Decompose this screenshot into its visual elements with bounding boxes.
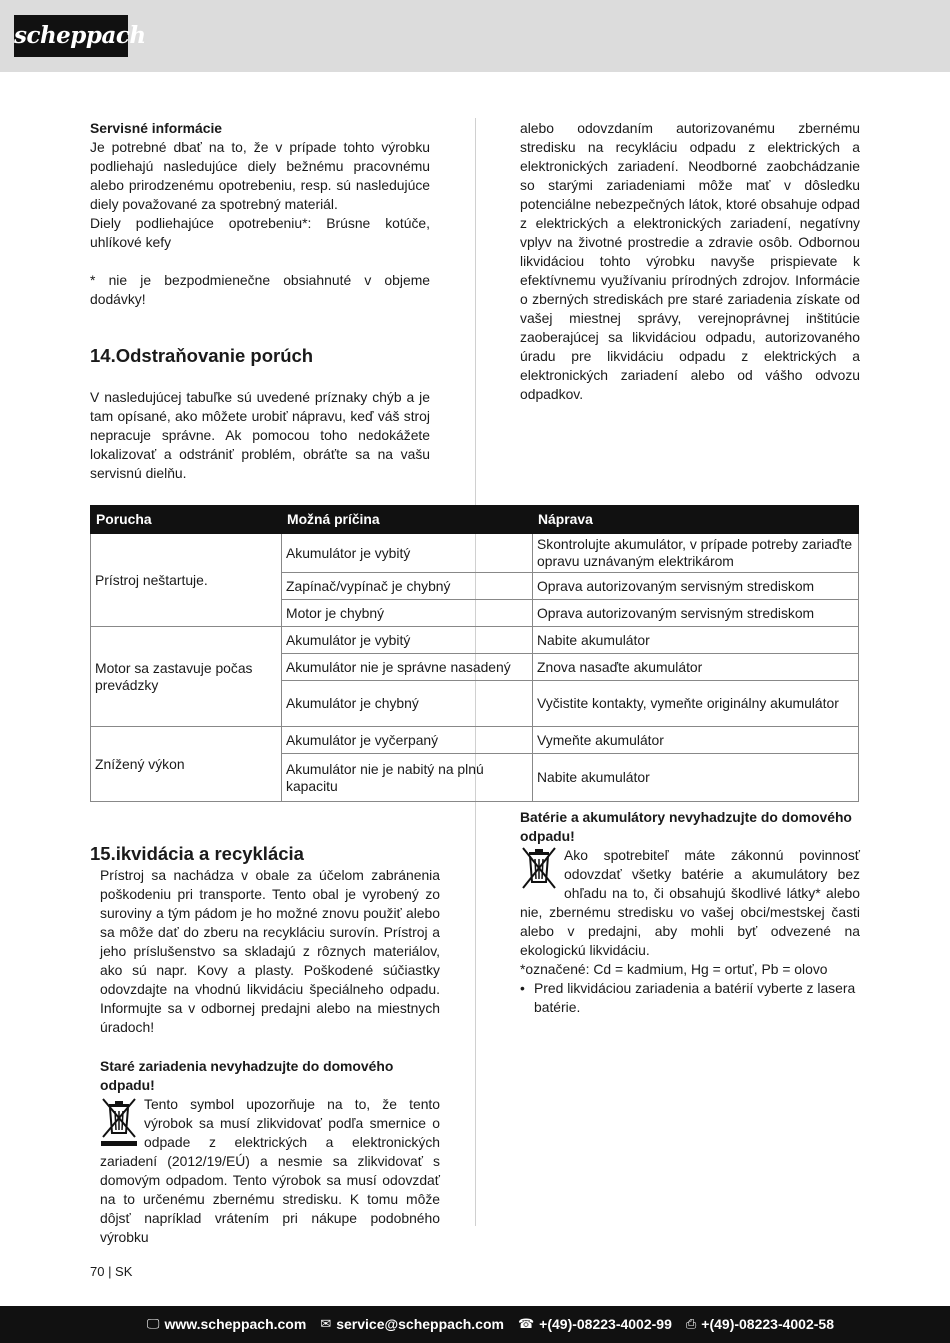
service-text: Je potrebné dbať na to, že v prípade tohto výrobku podliehajú nasledujúce diely bežnému pracovnému alebo prirodzenému opotrebeniu, resp. sú nasledujúce diely považované za spotrebný materiál.: [90, 139, 430, 212]
section-15-heading: [90, 843, 304, 865]
table-row: [91, 627, 859, 654]
bullet-text: Pred likvidáciou zariadenia a batérií vyberte z lasera batérie.: [534, 980, 856, 1015]
cause-cell: Motor je chybný: [282, 600, 533, 627]
cause-cell: Akumulátor je vyčerpaný: [282, 727, 533, 754]
cause-cell: Akumulátor je vybitý: [282, 627, 533, 654]
page-number: 70 | SK: [90, 1264, 133, 1279]
remedy-cell: Nabite akumulátor: [533, 754, 859, 802]
crossed-bin-icon: [100, 1095, 138, 1147]
service-info: [90, 119, 430, 309]
battery-notice: [520, 808, 860, 1017]
section-number: 15.: [90, 843, 116, 864]
table-header-fault: Porucha: [91, 506, 282, 534]
bullet-icon: •: [520, 980, 525, 996]
fault-cell: Prístroj neštartuje.: [91, 534, 282, 627]
remedy-cell: Vyčistite kontakty, vymeňte originálny akumulátor: [533, 681, 859, 727]
mail-icon: ✉: [320, 1316, 332, 1331]
remedy-cell: Vymeňte akumulátor: [533, 727, 859, 754]
phone-icon: ☎: [517, 1316, 535, 1331]
page-header: [0, 0, 950, 72]
battery-text: Ako spotrebiteľ máte zákonnú povinnosť odovzdať všetky batérie a akumulátory bez ohľadu na to, či obsahujú škodlivé látky* alebo nie, zbernému stredisku vo vašej obci/mestskej časti alebo v predajni, aby mohli byť odvezené na ekologickú likvidáciu.: [520, 847, 860, 958]
battery-marking: *označené: Cd = kadmium, Hg = ortuť, Pb = olovo: [520, 961, 828, 977]
website-link[interactable]: www.scheppach.com: [164, 1316, 307, 1332]
table-header-cause: Možná príčina: [282, 506, 533, 534]
fax-icon: ⎙: [685, 1316, 697, 1331]
fault-cell: Motor sa zastavuje počas prevádzky: [91, 627, 282, 727]
fault-cell: Znížený výkon: [91, 727, 282, 802]
weee-title: Staré zariadenia nevyhadzujte do domového odpadu!: [100, 1058, 394, 1093]
list-item: [520, 979, 860, 1017]
wear-parts: Diely podliehajúce opotrebeniu*: Brúsne kotúče, uhlíkové kefy: [90, 215, 430, 250]
remedy-cell: Nabite akumulátor: [533, 627, 859, 654]
section-number: 14.: [90, 345, 116, 366]
scheppach-logo: scheppach: [14, 15, 128, 57]
section-15-text: Prístroj sa nachádza v obale za účelom zabránenia poškodeniu pri transporte. Tento obal je vyrobený zo suroviny a tým pádom je ho možné znovu použiť alebo sa môže dať do zberu na recykláciu surovín. Prístroj a jeho príslušenstvo sa skladajú z rôznych materiálov, ako sú napr. Kovy a plasty. Poškodené súčiastky odovzdajte na vhodnú likvidáciu špeciálneho odpadu. Informujte sa v odbornej predajni alebo na miestnych úradoch!: [100, 867, 440, 1035]
battery-title: Batérie a akumulátory nevyhadzujte do domového odpadu!: [520, 809, 852, 844]
section-14-heading: [90, 345, 313, 367]
section-14-text: V nasledujúcej tabuľke sú uvedené príznaky chýb a je tam opísané, ako môžete urobiť nápravu, keď váš stroj nepracuje správne. Ak pomocou toho nedokážete lokalizovať a odstrániť problém, obráťte sa na vašu servisnú dielňu.: [90, 389, 430, 481]
phone-number[interactable]: +(49)-08223-4002-99: [539, 1316, 672, 1332]
page-footer: [0, 1306, 950, 1343]
table-row: [91, 727, 859, 754]
cause-cell: Zapínač/vypínač je chybný: [282, 573, 533, 600]
table-row: [91, 534, 859, 573]
right-column-text: alebo odovzdaním autorizovanému zbernému stredisku na recykláciu odpadu z elektrických a elektronických zariadení. Neodborné zaobchádzanie so starými zariadeniami môže mať v dôsledku potenciálne nebezpečných látok, ktoré obsahuje odpad z elektrických a elektronických zariadení, negatívny vplyv na životné prostredie a zdravie osôb. Odbornou likvidáciou tohto výrobku navyše prispievate k efektívnemu využívaniu prírodných zdrojov. Informácie o zberných strediskách pre staré zariadenia získate od vašej miestnej správy, verejnoprávnej inštitúcie zaoberajúcej sa likvidáciou odpadu, autorizovaného úradu pre likvidáciu odpadu z elektrických a elektronických zariadení alebo od vášho odvozu odpadkov.: [520, 120, 860, 402]
computer-icon: 🖵: [146, 1316, 160, 1331]
remedy-cell: Oprava autorizovaným servisným strediskom: [533, 573, 859, 600]
remedy-cell: Skontrolujte akumulátor, v prípade potreby zariaďte opravu uznávaným elektrikárom: [533, 534, 859, 573]
cause-cell: Akumulátor nie je nabitý na plnú kapacitu: [282, 754, 533, 802]
weee-text: Tento symbol upozorňuje na to, že tento výrobok sa musí zlikvidovať podľa smernice o odpade z elektrických a elektronických zariadení (2012/19/EÚ) a nesmie sa zlikvidovať s domovým odpadom. Tento výrobok sa musí odovzdať na to určenému zbernému stredisku. K tomu môže dôjsť napríklad vrátením pri nákupe podobného výrobku: [100, 1096, 440, 1245]
cause-cell: Akumulátor nie je správne nasadený: [282, 654, 533, 681]
section-title: Odstraňovanie porúch: [115, 345, 314, 366]
cause-cell: Akumulátor je chybný: [282, 681, 533, 727]
section-title: ikvidácia a recyklácia: [115, 843, 304, 864]
remedy-cell: Oprava autorizovaným servisným strediskom: [533, 600, 859, 627]
table-header-remedy: Náprava: [533, 506, 859, 534]
cause-cell: Akumulátor je vybitý: [282, 534, 533, 573]
weee-notice: [100, 1057, 440, 1247]
email-link[interactable]: service@scheppach.com: [336, 1316, 504, 1332]
footnote: * nie je bezpodmienečne obsiahnuté v objeme dodávky!: [90, 272, 430, 307]
service-title: Servisné informácie: [90, 120, 223, 136]
remedy-cell: Znova nasaďte akumulátor: [533, 654, 859, 681]
crossed-bin-icon: [520, 846, 558, 890]
troubleshooting-table: [90, 505, 859, 802]
fax-number: +(49)-08223-4002-58: [701, 1316, 834, 1332]
